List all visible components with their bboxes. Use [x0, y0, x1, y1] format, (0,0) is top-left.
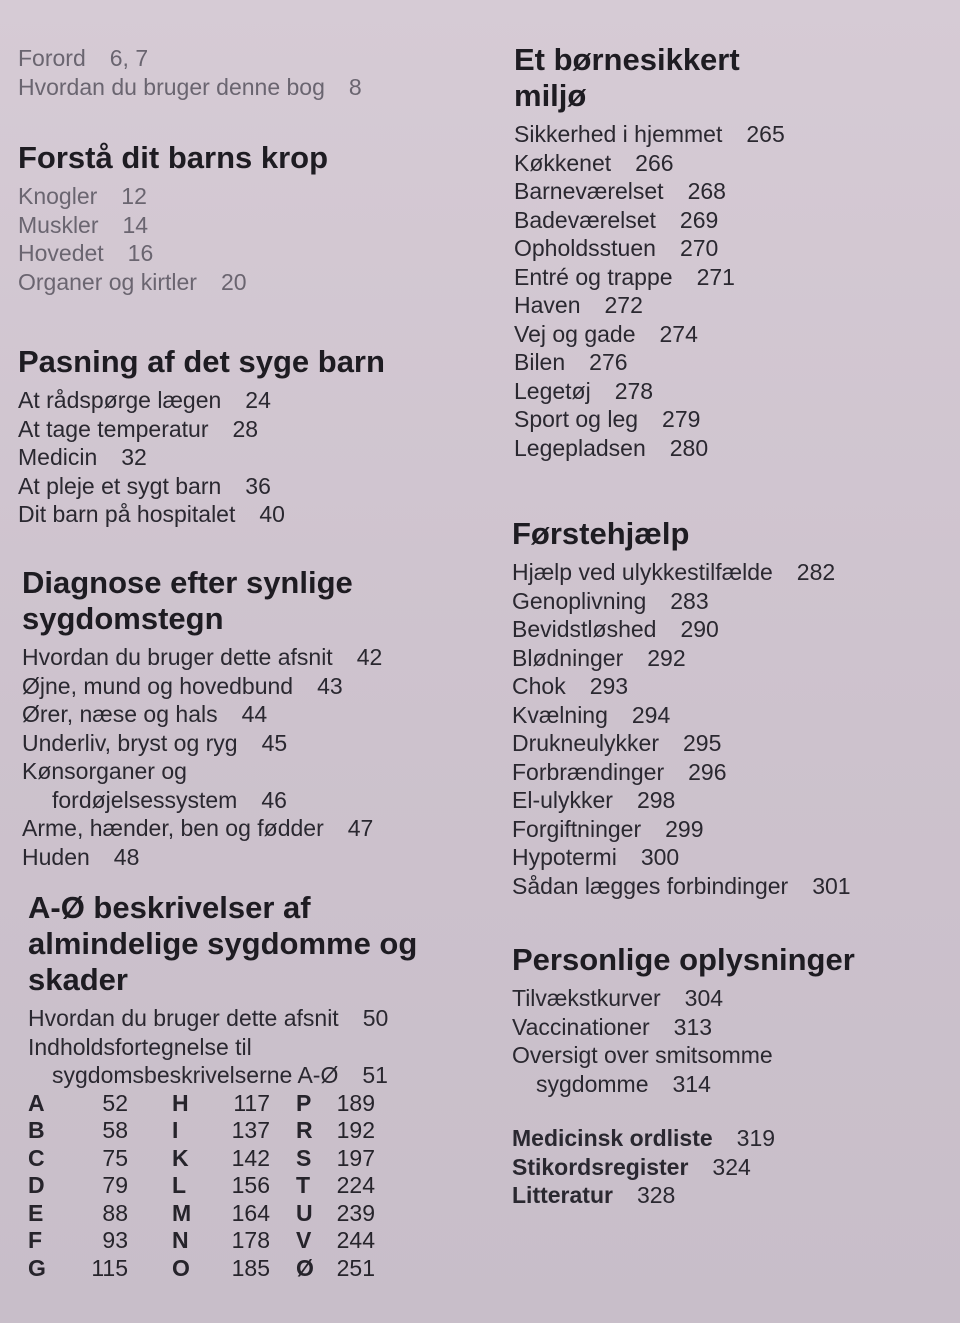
toc-entry[interactable]: Hjælp ved ulykkestilfælde 282	[512, 559, 836, 585]
az-section	[28, 890, 498, 1282]
body-section	[18, 140, 488, 296]
toc-entry[interactable]: Tilvækstkurver 304	[512, 985, 724, 1011]
toc-entry[interactable]: Hvordan du bruger dette afsnit 50	[28, 1005, 389, 1031]
letter[interactable]: M	[172, 1199, 192, 1226]
letter-page: 244	[336, 1227, 375, 1253]
letter-page: 52	[102, 1089, 128, 1116]
toc-entry[interactable]: Stikordsregister 324	[512, 1153, 751, 1180]
toc-entry[interactable]: sygdomsbeskrivelserne A-Ø 51	[52, 1062, 388, 1088]
letter[interactable]: C	[28, 1144, 45, 1171]
letter-page: 75	[102, 1144, 128, 1171]
letter[interactable]: F	[28, 1227, 43, 1253]
toc-entry[interactable]: At pleje et sygt barn 36	[18, 472, 271, 499]
letter-page: 117	[233, 1089, 270, 1116]
toc-entry[interactable]: Legetøj 278	[514, 377, 654, 404]
letter[interactable]: I	[172, 1117, 179, 1143]
toc-entry[interactable]: Genoplivning 283	[512, 587, 709, 614]
letter[interactable]: N	[172, 1227, 189, 1253]
letter-page: 224	[336, 1172, 375, 1198]
toc-entry[interactable]: Muskler 14	[18, 211, 149, 238]
toc-entry[interactable]: Huden 48	[22, 843, 140, 870]
toc-entry[interactable]: Opholdsstuen 270	[514, 235, 719, 261]
diagnosis-section	[22, 565, 492, 871]
toc-entry[interactable]: Hovedet 16	[18, 240, 154, 266]
letter-page: 197	[336, 1144, 375, 1171]
toc-entry[interactable]: Køkkenet 266	[514, 149, 674, 176]
toc-entry[interactable]: fordøjelsessystem 46	[52, 786, 287, 813]
toc-entry[interactable]: Litteratur 328	[512, 1182, 676, 1208]
letter-page: 79	[102, 1172, 128, 1198]
letter[interactable]: A	[28, 1089, 45, 1116]
toc-entry[interactable]: Bevidstløshed 290	[512, 616, 719, 642]
toc-entry[interactable]: Medicinsk ordliste 319	[512, 1125, 776, 1151]
letter[interactable]: P	[296, 1089, 312, 1116]
toc-entry[interactable]: Øjne, mund og hovedbund 43	[22, 672, 343, 699]
toc-entry[interactable]: Oversigt over smitsomme	[512, 1042, 773, 1068]
sick-child-section	[18, 344, 488, 529]
letter-page: 251	[336, 1254, 375, 1281]
letter-page: 192	[336, 1117, 375, 1143]
letter-page: 58	[102, 1117, 128, 1143]
letter[interactable]: V	[296, 1227, 312, 1253]
letter-page: 115	[91, 1254, 128, 1281]
letter-page: 93	[102, 1227, 128, 1253]
toc-entry[interactable]: Forgiftninger 299	[512, 815, 704, 842]
letter-page: 239	[336, 1199, 375, 1226]
letter-page: 156	[231, 1172, 270, 1198]
letter[interactable]: O	[172, 1254, 190, 1281]
safe-home-section	[514, 42, 954, 462]
section-heading: Personlige oplysninger	[512, 942, 855, 977]
toc-entry[interactable]: Hypotermi 300	[512, 844, 680, 870]
letter-index	[28, 1090, 498, 1283]
toc-entry[interactable]: Organer og kirtler 20	[18, 268, 247, 295]
toc-entry[interactable]: Forord 6, 7	[18, 45, 149, 71]
letter-page: 164	[231, 1199, 270, 1226]
toc-entry[interactable]: Sikkerhed i hjemmet 265	[514, 121, 785, 147]
letter[interactable]: H	[172, 1089, 189, 1116]
toc-entry[interactable]: El-ulykker 298	[512, 787, 676, 813]
toc-entry[interactable]: Badeværelset 269	[514, 206, 719, 233]
letter[interactable]: T	[296, 1172, 311, 1198]
first-aid-section	[512, 516, 952, 900]
letter[interactable]: Ø	[296, 1254, 314, 1281]
letter[interactable]: S	[296, 1144, 312, 1171]
toc-entry[interactable]: Knogler 12	[18, 183, 147, 209]
toc-entry[interactable]: Underliv, bryst og ryg 45	[22, 729, 288, 756]
toc-entry[interactable]: Drukneulykker 295	[512, 730, 722, 756]
letter[interactable]: K	[172, 1144, 189, 1171]
toc-entry[interactable]: Haven 272	[514, 292, 643, 318]
toc-entry[interactable]: Kvælning 294	[512, 701, 671, 728]
personal-info-section	[512, 942, 952, 1098]
toc-entry[interactable]: Barneværelset 268	[514, 178, 726, 204]
letter[interactable]: B	[28, 1117, 45, 1143]
toc-entry[interactable]: Medicin 32	[18, 444, 147, 470]
toc-entry[interactable]: Sådan lægges forbindinger 301	[512, 872, 851, 899]
letter-page: 142	[231, 1144, 270, 1171]
toc-entry[interactable]: Vaccinationer 313	[512, 1013, 713, 1040]
letter-page: 137	[231, 1117, 270, 1143]
letter-page: 185	[231, 1254, 270, 1281]
letter-page: 88	[102, 1199, 128, 1226]
section-heading: Forstå dit barns krop	[18, 140, 329, 175]
letter[interactable]: L	[172, 1172, 187, 1198]
letter[interactable]: R	[296, 1117, 313, 1143]
toc-entry[interactable]: Hvordan du bruger dette afsnit 42	[22, 644, 383, 670]
toc-entry[interactable]: Sport og leg 279	[514, 406, 701, 432]
letter[interactable]: E	[28, 1199, 44, 1226]
intro-section	[18, 44, 488, 101]
letter-page: 189	[336, 1089, 375, 1116]
section-heading: Diagnose efter synlige sygdomstegn	[22, 565, 353, 636]
toc-entry[interactable]: Bilen 276	[514, 349, 628, 375]
letter[interactable]: U	[296, 1199, 313, 1226]
toc-entry[interactable]: At tage temperatur 28	[18, 415, 259, 442]
toc-entry[interactable]: sygdomme 314	[536, 1070, 711, 1097]
end-matter-section	[512, 1124, 952, 1210]
toc-entry[interactable]: Hvordan du bruger denne bog 8	[18, 73, 362, 100]
toc-entry[interactable]: Vej og gade 274	[514, 320, 698, 347]
toc-entry[interactable]: Forbrændinger 296	[512, 758, 727, 785]
toc-entry[interactable]: Kønsorganer og	[22, 758, 187, 784]
section-heading: Pasning af det syge barn	[18, 344, 385, 379]
toc-entry[interactable]: Arme, hænder, ben og fødder 47	[22, 815, 374, 841]
toc-entry[interactable]: Indholdsfortegnelse til	[28, 1033, 252, 1060]
section-heading: Et børnesikkert miljø	[514, 42, 740, 113]
toc-entry[interactable]: Dit barn på hospitalet 40	[18, 501, 285, 527]
letter[interactable]: G	[28, 1254, 46, 1281]
toc-entry[interactable]: Chok 293	[512, 673, 629, 699]
letter-page: 178	[231, 1227, 270, 1253]
section-heading: A-Ø beskrivelser af almindelige sygdomme og skader	[28, 890, 418, 997]
letter[interactable]: D	[28, 1172, 45, 1198]
toc-entry[interactable]: Blødninger 292	[512, 644, 686, 671]
toc-entry[interactable]: Legepladsen 280	[514, 434, 709, 461]
toc-entry[interactable]: Entré og trappe 271	[514, 263, 735, 290]
toc-entry[interactable]: At rådspørge lægen 24	[18, 387, 271, 413]
toc-entry[interactable]: Ører, næse og hals 44	[22, 701, 268, 727]
section-heading: Førstehjælp	[512, 516, 690, 551]
